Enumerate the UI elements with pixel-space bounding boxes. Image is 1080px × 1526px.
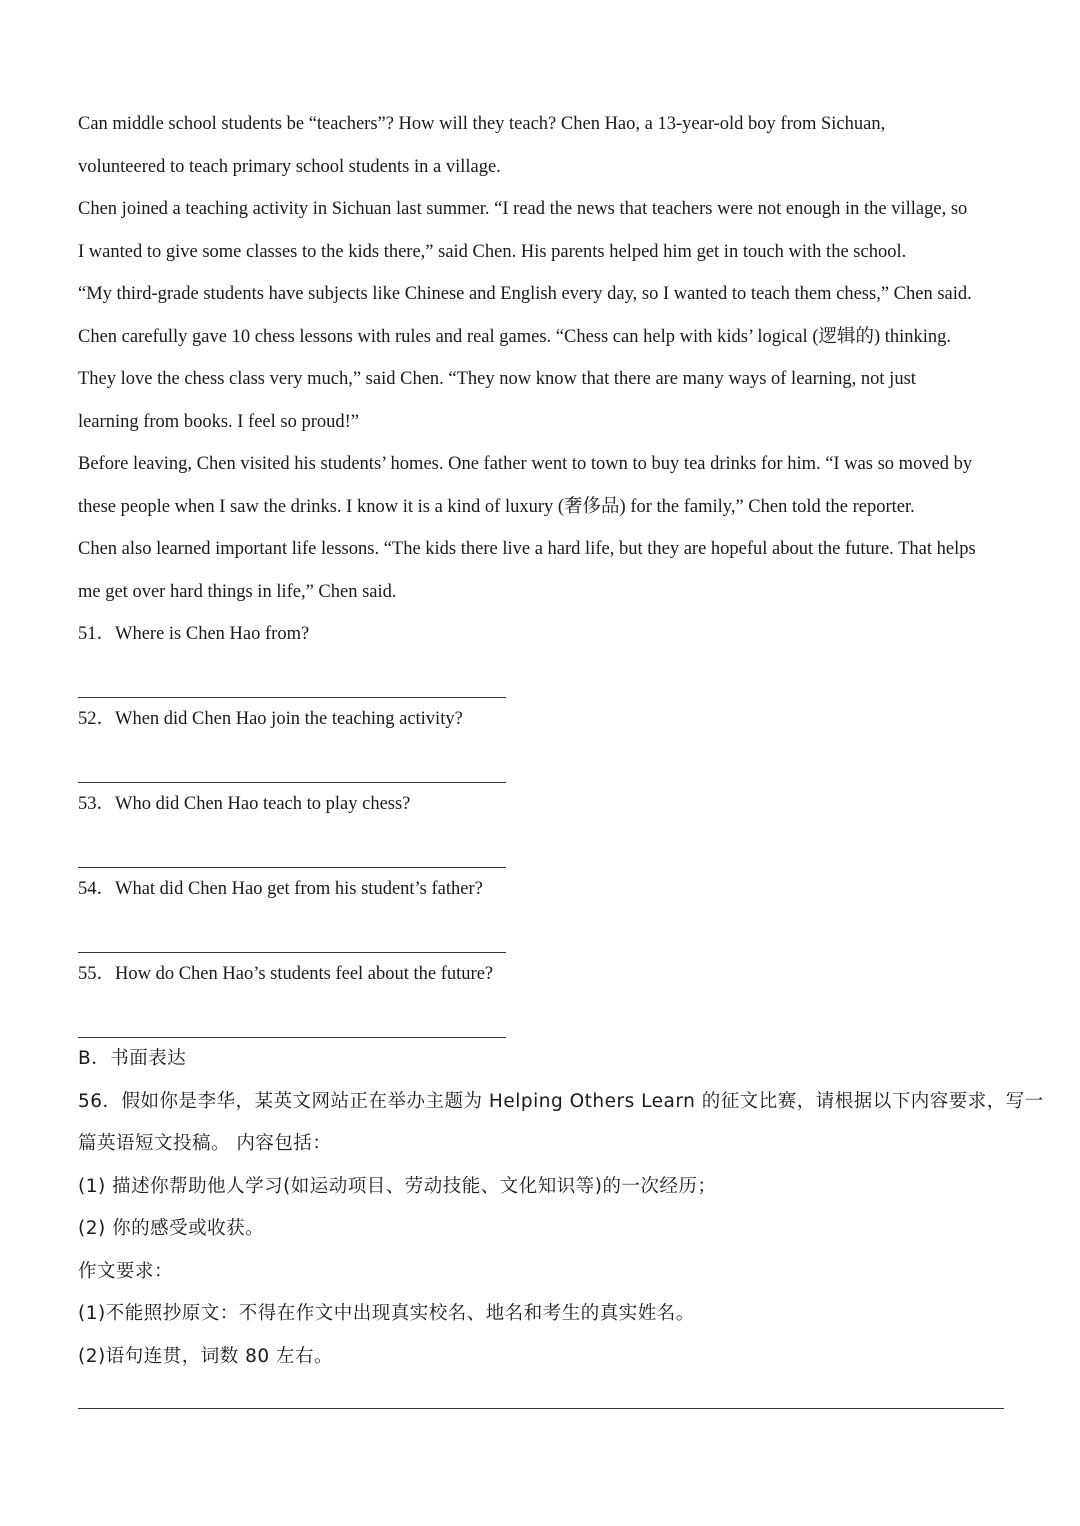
passage-line: Chen joined a teaching activity in Sichuan last summer. “I read the news that teachers were not enough in the village, so bbox=[78, 199, 968, 219]
passage-paragraph-1 bbox=[78, 103, 1006, 188]
passage-paragraph-3 bbox=[78, 273, 1006, 443]
passage-line: volunteered to teach primary school students in a village. bbox=[78, 156, 501, 177]
answer-line-53[interactable] bbox=[78, 826, 506, 869]
passage-line: They love the chess class very much,” said Chen. “They now know that there are many ways of learning, not just bbox=[78, 369, 916, 389]
writing-prompt-line-1: 56．假如你是李华，某英文网站正在举办主题为 Helping Others Learn 的征文比赛，请根据以下内容要求，写一 bbox=[78, 1090, 1044, 1112]
passage-line: Before leaving, Chen visited his students’ homes. One father went to town to buy tea drinks for him. “I was so moved by bbox=[78, 454, 973, 474]
essay-writing-line[interactable] bbox=[78, 1378, 1004, 1409]
reading-passage bbox=[78, 103, 1006, 613]
answer-line-54[interactable] bbox=[78, 911, 506, 954]
passage-line: learning from books. I feel so proud!” bbox=[78, 411, 360, 432]
answer-line-55[interactable] bbox=[78, 996, 506, 1039]
passage-line: Chen carefully gave 10 chess lessons with rules and real games. “Chess can help with kids’ logical (逻辑的) thinking. bbox=[78, 326, 952, 347]
section-title: B．书面表达 bbox=[78, 1048, 187, 1069]
passage-line: these people when I saw the drinks. I know it is a kind of luxury (奢侈品) for the family,” Chen told the reporter. bbox=[78, 496, 915, 517]
worksheet-page bbox=[78, 103, 1044, 1409]
question-52: 52．When did Chen Hao join the teaching activity? bbox=[78, 709, 463, 729]
question-55: 55．How do Chen Hao’s students feel about the future? bbox=[78, 964, 494, 984]
passage-paragraph-2 bbox=[78, 188, 1006, 273]
requirements-title: 作文要求： bbox=[78, 1260, 174, 1282]
passage-line: me get over hard things in life,” Chen said. bbox=[78, 581, 397, 602]
answer-line-51[interactable] bbox=[78, 656, 506, 699]
answer-line-52[interactable] bbox=[78, 741, 506, 784]
requirement-2: (2)语句连贯，词数 80 左右。 bbox=[78, 1345, 334, 1367]
question-51: 51．Where is Chen Hao from? bbox=[78, 624, 310, 644]
question-list bbox=[78, 613, 1006, 1038]
content-item-1: (1) 描述你帮助他人学习(如运动项目、劳动技能、文化知识等)的一次经历； bbox=[78, 1175, 717, 1197]
passage-line: I wanted to give some classes to the kids there,” said Chen. His parents helped him get in touch with the school. bbox=[78, 241, 907, 262]
passage-line: Chen also learned important life lessons. “The kids there live a hard life, but they are hopeful about the future. That helps bbox=[78, 539, 976, 559]
requirement-1: (1)不能照抄原文：不得在作文中出现真实校名、地名和考生的真实姓名。 bbox=[78, 1303, 695, 1324]
passage-paragraph-5 bbox=[78, 528, 1006, 613]
writing-section bbox=[78, 1038, 1044, 1409]
question-53: 53．Who did Chen Hao teach to play chess? bbox=[78, 794, 411, 814]
content-item-2: (2) 你的感受或收获。 bbox=[78, 1218, 265, 1239]
passage-line: “My third-grade students have subjects like Chinese and English every day, so I wanted to teach them chess,” Chen said. bbox=[78, 284, 972, 304]
question-54: 54．What did Chen Hao get from his student’s father? bbox=[78, 879, 483, 899]
writing-prompt-line-2: 篇英语短文投稿。 内容包括： bbox=[78, 1133, 332, 1154]
passage-paragraph-4 bbox=[78, 443, 1006, 528]
passage-line: Can middle school students be “teachers”? How will they teach? Chen Hao, a 13-year-old boy from Sichuan, bbox=[78, 114, 886, 134]
